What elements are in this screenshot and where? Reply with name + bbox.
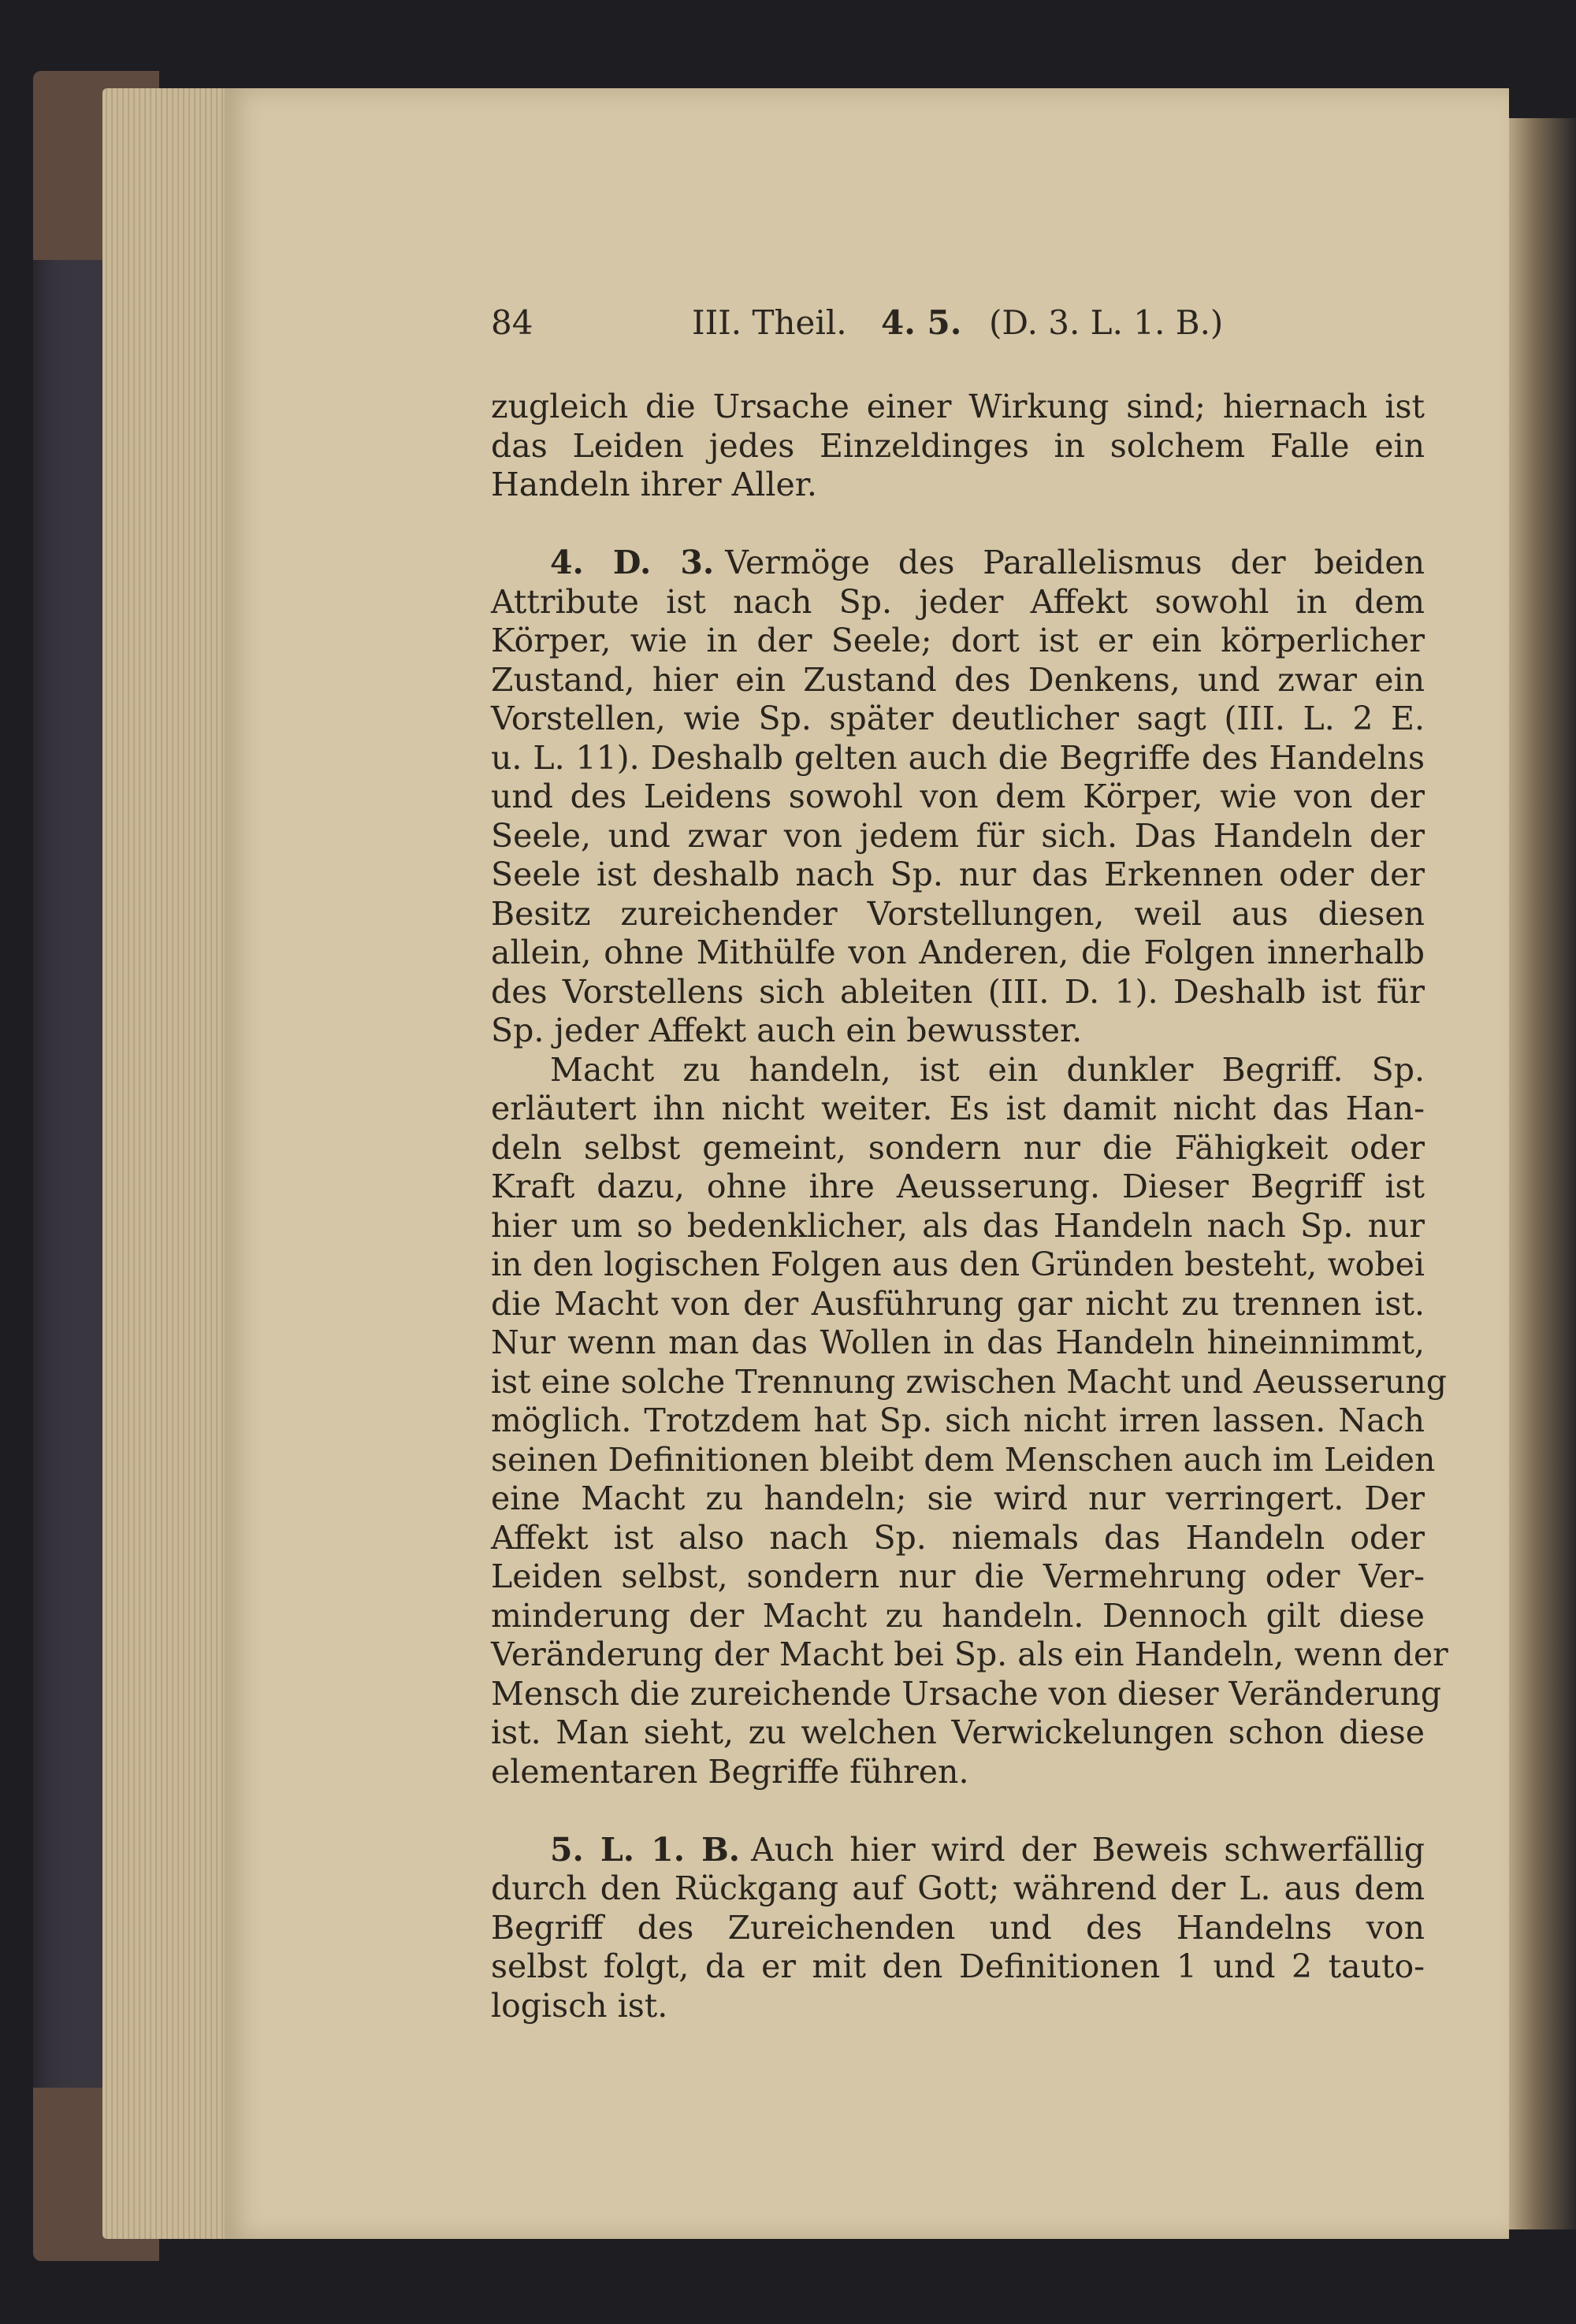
facing-page-edge: [1509, 118, 1576, 2229]
text-line: eine Macht zu handeln; sie wird nur verringert. Der: [491, 1479, 1425, 1517]
text-line: Zustand, hier ein Zustand des Denkens, und zwar ein: [491, 660, 1425, 699]
text-line: ist eine solche Trennung zwischen Macht und Aeusserung: [491, 1362, 1447, 1401]
header-section: 4. 5.: [881, 303, 962, 342]
text-line: in den logischen Folgen aus den Gründen besteht, wobei: [491, 1246, 1425, 1283]
text-line: Sp. jeder Affekt auch ein bewusster.: [491, 1012, 1083, 1049]
text-line: Mensch die zureichende Ursache von dieser Veränderung: [491, 1674, 1442, 1713]
text-line: Körper, wie in der Seele; dort ist er ein körperlicher: [491, 622, 1425, 659]
text-line: des Vorstellens sich ableiten (III. D. 1). Deshalb ist für: [491, 972, 1425, 1011]
text-line-content: Macht zu handeln, ist ein dunkler Begriff. Sp.: [550, 1050, 1425, 1089]
text-line: [491, 1831, 1425, 1870]
paragraph-gap: [491, 1791, 1425, 1831]
text-line: [491, 544, 1425, 583]
text-line: Besitz zureichender Vorstellungen, weil aus diesen: [491, 894, 1425, 933]
text-line: allein, ohne Mithülfe von Anderen, die Folgen innerhalb: [491, 934, 1425, 971]
text-line: und des Leidens sowohl von dem Körper, wie von der: [491, 778, 1425, 815]
text-line: Affekt ist also nach Sp. niemals das Handeln oder: [491, 1518, 1425, 1557]
text-line: das Leiden jedes Einzeldinges in solchem Falle ein: [491, 426, 1425, 465]
section-label: 5. L. 1. B.: [550, 1830, 741, 1869]
text-line: selbst folgt, da er mit den Definitionen 1 und 2 tauto-: [491, 1947, 1425, 1985]
section-label: 4. D. 3.: [550, 544, 715, 581]
text-line: Attribute ist nach Sp. jeder Affekt sowohl in dem: [491, 582, 1425, 621]
paragraph-gap: [491, 505, 1425, 544]
text-line: u. L. 11). Deshalb gelten auch die Begriffe des Handelns: [491, 738, 1425, 777]
text-line-content: Auch hier wird der Beweis schwerfällig: [751, 1830, 1425, 1869]
text-line: erläutert ihn nicht weiter. Es ist damit nicht das Han-: [491, 1090, 1425, 1127]
text-line: Begriff des Zureichenden und des Handelns von: [491, 1908, 1425, 1947]
text-line: Seele ist deshalb nach Sp. nur das Erkennen oder der: [491, 856, 1425, 893]
text-line: elementaren Begriffe führen.: [491, 1752, 969, 1791]
text-line: durch den Rückgang auf Gott; während der L. aus dem: [491, 1869, 1425, 1907]
text-line: möglich. Trotzdem hat Sp. sich nicht irren lassen. Nach: [491, 1401, 1425, 1439]
text-line: Seele, und zwar von jedem für sich. Das Handeln der: [491, 816, 1425, 855]
text-line: minderung der Macht zu handeln. Dennoch gilt diese: [491, 1596, 1425, 1635]
text-line: Kraft dazu, ohne ihre Aeusserung. Dieser Begriff ist: [491, 1168, 1425, 1205]
page-number: 84: [491, 303, 533, 342]
text-line: die Macht von der Ausführung gar nicht zu trennen ist.: [491, 1284, 1425, 1323]
text-line: Handeln ihrer Aller.: [491, 466, 817, 503]
text-line-content: Vermöge des Parallelismus der beiden: [725, 544, 1425, 581]
text-line: hier um so bedenklicher, als das Handeln nach Sp. nur: [491, 1206, 1425, 1245]
text-line: Veränderung der Macht bei Sp. als ein Handeln, wenn der: [491, 1635, 1448, 1673]
text-line: deln selbst gemeint, sondern nur die Fähigkeit oder: [491, 1128, 1425, 1167]
text-line: Leiden selbst, sondern nur die Vermehrung oder Ver-: [491, 1557, 1425, 1595]
text-line: Nur wenn man das Wollen in das Handeln hineinnimmt,: [491, 1323, 1425, 1361]
header-reference: (D. 3. L. 1. B.): [989, 303, 1224, 342]
text-line: logisch ist.: [491, 1986, 668, 2025]
text-line: [491, 1051, 1425, 1090]
body-text: [491, 388, 1448, 2025]
text-line: zugleich die Ursache einer Wirkung sind; hiernach ist: [491, 388, 1425, 425]
text-line: Vorstellen, wie Sp. später deutlicher sagt (III. L. 2 E.: [491, 700, 1425, 737]
running-header: [491, 303, 1279, 351]
text-line: seinen Definitionen bleibt dem Menschen auch im Leiden: [491, 1440, 1436, 1479]
header-part: III. Theil.: [692, 303, 847, 342]
text-line: ist. Man sieht, zu welchen Verwickelungen schon diese: [491, 1713, 1425, 1751]
